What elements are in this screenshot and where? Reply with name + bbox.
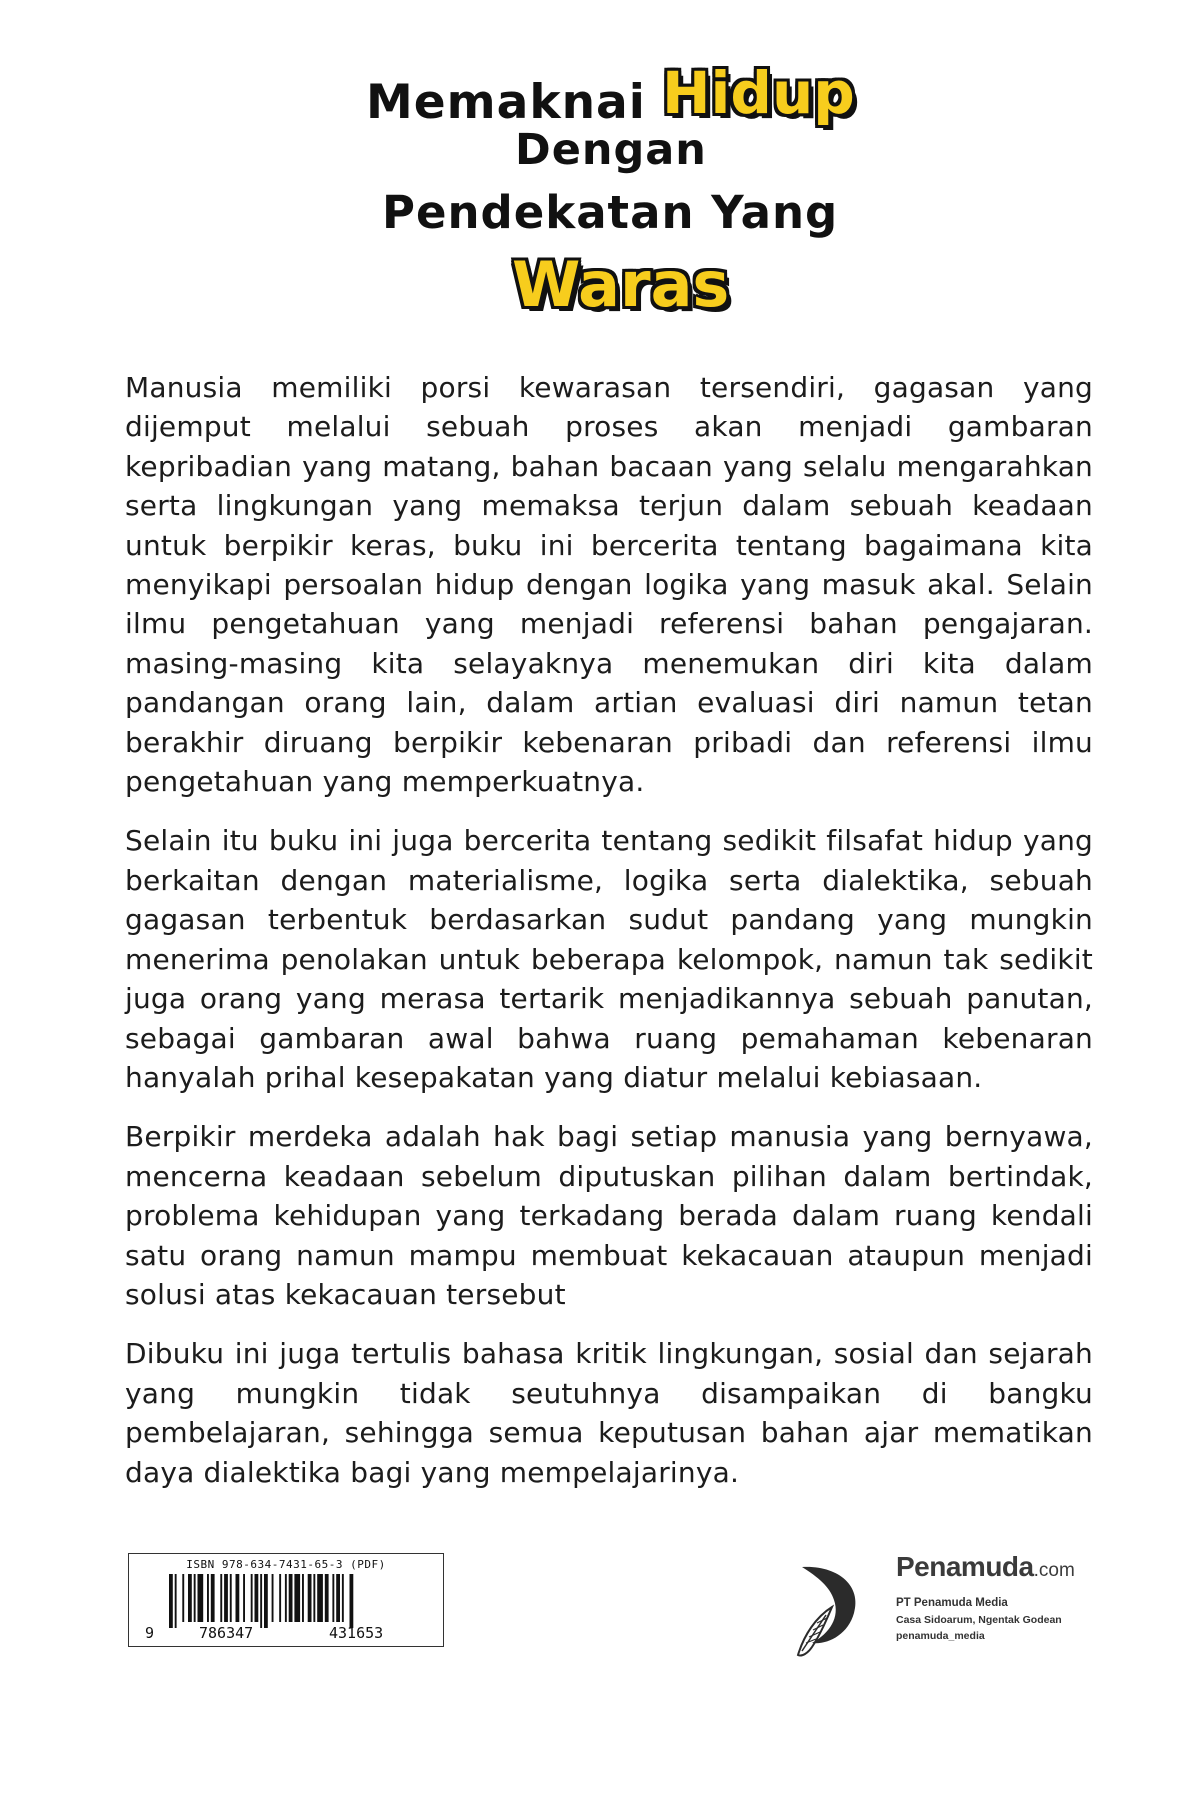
penamuda-feather-logo-icon — [782, 1555, 892, 1665]
publisher-name: Penamuda — [896, 1551, 1034, 1582]
barcode-bar — [302, 1574, 304, 1622]
barcode-bar — [194, 1574, 196, 1622]
barcode-bars — [169, 1574, 409, 1628]
isbn-digit-first: 9 — [145, 1624, 155, 1642]
barcode-bar — [207, 1574, 209, 1622]
isbn-barcode — [128, 1553, 444, 1647]
barcode-bar — [308, 1574, 312, 1622]
barcode-bar — [198, 1574, 204, 1622]
barcode-bar — [243, 1574, 245, 1622]
barcode-bar — [211, 1574, 215, 1622]
isbn-label: ISBN 978-634-7431-65-3 (PDF) — [186, 1558, 386, 1571]
publisher-company: PT Penamuda Media — [896, 1597, 1008, 1609]
barcode-bar — [230, 1574, 232, 1622]
barcode-bar — [285, 1574, 287, 1622]
barcode-bar — [175, 1574, 177, 1628]
barcode-bar — [264, 1574, 268, 1628]
barcode-bar — [332, 1574, 334, 1622]
barcode-bar — [317, 1574, 323, 1622]
barcode-bar — [260, 1574, 262, 1628]
synopsis-paragraph-4: Dibuku ini juga tertulis bahasa kritik lingkungan, sosial dan sejarah yang mungkin tidak seutuhnya disampaikan di bangku pembelajaran, sehingga semua keputusan bahan ajar mematikan daya dialektika bagi yang mempelajarinya. — [125, 1337, 1093, 1489]
synopsis-paragraph-2: Selain itu buku ini juga bercerita tentang sedikit filsafat hidup yang berkaitan dengan materialisme, logika serta dialektika, sebuah gagasan terbentuk berdasarkan sudut pandang yang mungkin menerima penolakan untuk beberapa kelompok, namun tak sedikit juga orang yang merasa tertarik menjadikannya sebuah panutan, sebagai gambaran awal bahwa ruang pemahaman kebenaran hanyalah prihal kesepakatan yang diatur melalui kebiasaan. — [125, 824, 1093, 1094]
title-highlight-waras: Waras — [512, 248, 730, 321]
synopsis-paragraph-3: Berpikir merdeka adalah hak bagi setiap manusia yang bernyawa, mencerna keadaan sebelum diputuskan pilihan dalam bertindak, problema kehidupan yang terkadang berada dalam ruang kendali satu orang namun mampu membuat kekacauan ataupun menjadi solusi atas kekacauan tersebut — [125, 1120, 1093, 1311]
synopsis-paragraph-1: Manusia memiliki porsi kewarasan tersendiri, gagasan yang dijemput melalui sebuah proses akan menjadi gambaran kepribadian yang matang, bahan bacaan yang selalu mengarahkan serta lingkungan yang memaksa terjun dalam sebuah keadaan untuk berpikir keras, buku ini bercerita tentang bagaimana kita menyikapi persoalan hidup dengan logika yang masuk akal. Selain ilmu pengetahuan yang menjadi referensi bahan pengajaran. masing-masing kita selayaknya menemukan diri kita dalam pandangan orang lain, dalam artian evaluasi diri namun tetan berakhir diruang berpikir kebenaran pribadi dan referensi ilmu pengetahuan yang memperkuatnya. — [125, 371, 1093, 799]
barcode-bar — [289, 1574, 293, 1622]
barcode-bar — [224, 1574, 228, 1622]
barcode-bar — [313, 1574, 315, 1622]
barcode-bar — [336, 1574, 340, 1622]
barcode-bar — [272, 1574, 274, 1622]
title-highlight-hidup: Hidup — [662, 59, 855, 127]
barcode-bar — [169, 1574, 173, 1628]
publisher-domain: .com — [1033, 1560, 1075, 1581]
isbn-digits-group-2: 431653 — [329, 1624, 384, 1642]
barcode-bar — [325, 1574, 329, 1622]
title-line-1: Memaknai — [366, 75, 646, 130]
barcode-bar — [182, 1574, 184, 1622]
title-line-3: Pendekatan Yang — [382, 186, 839, 239]
barcode-bar — [279, 1574, 281, 1622]
barcode-bar — [236, 1574, 240, 1622]
barcode-bar — [251, 1574, 253, 1622]
book-title — [0, 55, 1182, 335]
isbn-digits-group-1: 786347 — [199, 1624, 254, 1642]
barcode-bar — [342, 1574, 344, 1622]
barcode-bar — [220, 1574, 222, 1622]
synopsis — [125, 368, 1093, 1512]
barcode-bar — [255, 1574, 259, 1622]
title-line-2: Dengan — [515, 125, 707, 175]
barcode-bar — [188, 1574, 192, 1622]
publisher-address: Casa Sidoarum, Ngentak Godean — [896, 1614, 1062, 1626]
publisher-brand — [896, 1551, 1075, 1583]
barcode-bar — [294, 1574, 300, 1622]
publisher-social: penamuda_media — [896, 1630, 985, 1642]
barcode-bar — [350, 1574, 354, 1628]
